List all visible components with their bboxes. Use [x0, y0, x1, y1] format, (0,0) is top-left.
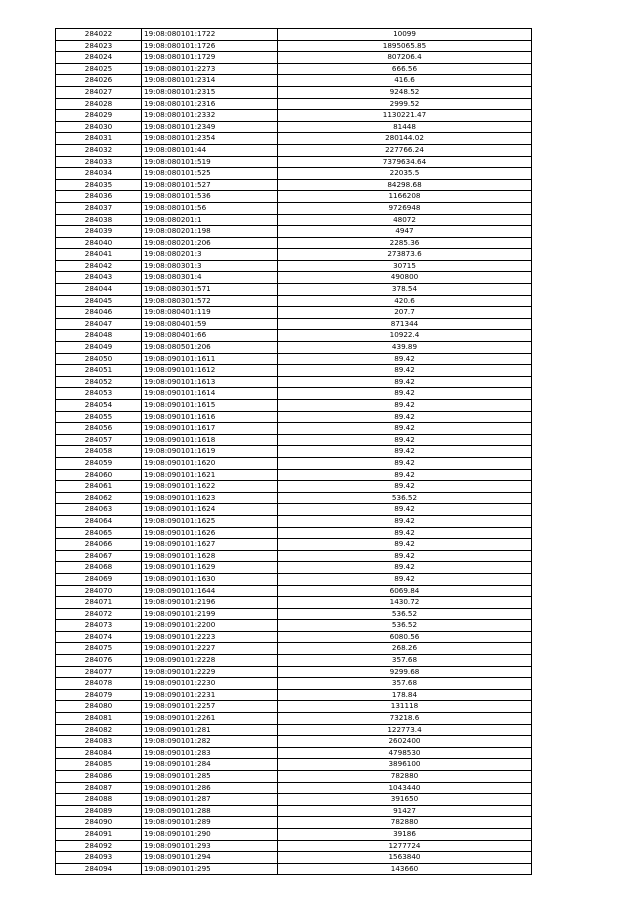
table-row: [56, 655, 532, 667]
row-index-cell: 284045: [56, 295, 142, 307]
cadastral-value-table: [55, 28, 532, 875]
table-row: [56, 214, 532, 226]
table-row: [56, 840, 532, 852]
table-row: [56, 260, 532, 272]
cadastral-number-cell: 19:08:080101:519: [142, 156, 278, 168]
row-index-cell: 284037: [56, 202, 142, 214]
value-cell: 1043440: [278, 782, 532, 794]
row-index-cell: 284038: [56, 214, 142, 226]
value-cell: 2602400: [278, 736, 532, 748]
table-row: [56, 191, 532, 203]
cadastral-number-cell: 19:08:090101:2196: [142, 597, 278, 609]
cadastral-number-cell: 19:08:090101:1627: [142, 539, 278, 551]
value-cell: 536.52: [278, 620, 532, 632]
table-row: [56, 724, 532, 736]
value-cell: 89.42: [278, 423, 532, 435]
table-row: [56, 226, 532, 238]
table-row: [56, 307, 532, 319]
table-row: [56, 388, 532, 400]
table-row: [56, 573, 532, 585]
cadastral-number-cell: 19:08:080101:2314: [142, 75, 278, 87]
row-index-cell: 284079: [56, 689, 142, 701]
cadastral-number-cell: 19:08:080101:1726: [142, 40, 278, 52]
table-row: [56, 63, 532, 75]
value-cell: 490800: [278, 272, 532, 284]
cadastral-number-cell: 19:08:090101:284: [142, 759, 278, 771]
value-cell: 1130221.47: [278, 110, 532, 122]
table-row: [56, 156, 532, 168]
table-row: [56, 817, 532, 829]
row-index-cell: 284063: [56, 504, 142, 516]
row-index-cell: 284081: [56, 713, 142, 725]
table-row: [56, 620, 532, 632]
row-index-cell: 284041: [56, 249, 142, 261]
table-row: [56, 782, 532, 794]
table-row: [56, 492, 532, 504]
table-row: [56, 863, 532, 875]
cadastral-number-cell: 19:08:090101:290: [142, 828, 278, 840]
value-cell: 536.52: [278, 492, 532, 504]
row-index-cell: 284062: [56, 492, 142, 504]
value-cell: 10099: [278, 29, 532, 41]
table-row: [56, 446, 532, 458]
table-row: [56, 40, 532, 52]
row-index-cell: 284029: [56, 110, 142, 122]
table-row: [56, 805, 532, 817]
table-row: [56, 29, 532, 41]
row-index-cell: 284091: [56, 828, 142, 840]
value-cell: 48072: [278, 214, 532, 226]
row-index-cell: 284093: [56, 852, 142, 864]
value-cell: 357.68: [278, 655, 532, 667]
cadastral-number-cell: 19:08:080301:571: [142, 284, 278, 296]
table-row: [56, 86, 532, 98]
cadastral-number-cell: 19:08:080201:1: [142, 214, 278, 226]
table-row: [56, 828, 532, 840]
value-cell: 89.42: [278, 527, 532, 539]
value-cell: 10922.4: [278, 330, 532, 342]
value-cell: 6069.84: [278, 585, 532, 597]
table-row: [56, 202, 532, 214]
cadastral-number-cell: 19:08:090101:285: [142, 771, 278, 783]
value-cell: 378.54: [278, 284, 532, 296]
table-row: [56, 562, 532, 574]
row-index-cell: 284070: [56, 585, 142, 597]
row-index-cell: 284030: [56, 121, 142, 133]
cadastral-number-cell: 19:08:090101:1621: [142, 469, 278, 481]
cadastral-number-cell: 19:08:090101:1617: [142, 423, 278, 435]
table-row: [56, 318, 532, 330]
row-index-cell: 284046: [56, 307, 142, 319]
table-row: [56, 52, 532, 64]
cadastral-number-cell: 19:08:090101:2227: [142, 643, 278, 655]
table-row: [56, 585, 532, 597]
cadastral-number-cell: 19:08:090101:287: [142, 794, 278, 806]
row-index-cell: 284053: [56, 388, 142, 400]
value-cell: 178.84: [278, 689, 532, 701]
table-row: [56, 469, 532, 481]
value-cell: 871344: [278, 318, 532, 330]
cadastral-number-cell: 19:08:090101:1618: [142, 434, 278, 446]
value-cell: 39186: [278, 828, 532, 840]
value-cell: 227766.24: [278, 144, 532, 156]
row-index-cell: 284026: [56, 75, 142, 87]
table-row: [56, 121, 532, 133]
table-row: [56, 133, 532, 145]
table-row: [56, 249, 532, 261]
value-cell: 420.6: [278, 295, 532, 307]
cadastral-number-cell: 19:08:090101:2257: [142, 701, 278, 713]
table-body: [56, 29, 532, 875]
table-row: [56, 411, 532, 423]
row-index-cell: 284066: [56, 539, 142, 551]
cadastral-number-cell: 19:08:090101:2230: [142, 678, 278, 690]
value-cell: 89.42: [278, 515, 532, 527]
row-index-cell: 284082: [56, 724, 142, 736]
table-row: [56, 643, 532, 655]
table-row: [56, 597, 532, 609]
cadastral-number-cell: 19:08:080101:2316: [142, 98, 278, 110]
row-index-cell: 284075: [56, 643, 142, 655]
row-index-cell: 284028: [56, 98, 142, 110]
value-cell: 807206.4: [278, 52, 532, 64]
value-cell: 357.68: [278, 678, 532, 690]
cadastral-number-cell: 19:08:090101:295: [142, 863, 278, 875]
table-row: [56, 747, 532, 759]
value-cell: 84298.68: [278, 179, 532, 191]
row-index-cell: 284084: [56, 747, 142, 759]
row-index-cell: 284036: [56, 191, 142, 203]
value-cell: 4798530: [278, 747, 532, 759]
row-index-cell: 284057: [56, 434, 142, 446]
row-index-cell: 284022: [56, 29, 142, 41]
cadastral-number-cell: 19:08:090101:2228: [142, 655, 278, 667]
cadastral-number-cell: 19:08:080101:2273: [142, 63, 278, 75]
value-cell: 89.42: [278, 388, 532, 400]
cadastral-number-cell: 19:08:080301:3: [142, 260, 278, 272]
cadastral-number-cell: 19:08:080301:4: [142, 272, 278, 284]
table-row: [56, 353, 532, 365]
row-index-cell: 284094: [56, 863, 142, 875]
row-index-cell: 284042: [56, 260, 142, 272]
cadastral-number-cell: 19:08:080201:3: [142, 249, 278, 261]
value-cell: 89.42: [278, 411, 532, 423]
table-row: [56, 515, 532, 527]
row-index-cell: 284047: [56, 318, 142, 330]
table-row: [56, 539, 532, 551]
cadastral-number-cell: 19:08:080401:59: [142, 318, 278, 330]
value-cell: 666.56: [278, 63, 532, 75]
row-index-cell: 284054: [56, 400, 142, 412]
cadastral-number-cell: 19:08:090101:1616: [142, 411, 278, 423]
value-cell: 89.42: [278, 353, 532, 365]
table-row: [56, 631, 532, 643]
cadastral-number-cell: 19:08:090101:1622: [142, 481, 278, 493]
row-index-cell: 284044: [56, 284, 142, 296]
cadastral-number-cell: 19:08:080201:198: [142, 226, 278, 238]
cadastral-number-cell: 19:08:080101:2354: [142, 133, 278, 145]
row-index-cell: 284040: [56, 237, 142, 249]
value-cell: 2285.36: [278, 237, 532, 249]
table-row: [56, 330, 532, 342]
row-index-cell: 284071: [56, 597, 142, 609]
value-cell: 7379634.64: [278, 156, 532, 168]
value-cell: 22035.5: [278, 168, 532, 180]
row-index-cell: 284069: [56, 573, 142, 585]
value-cell: 1430.72: [278, 597, 532, 609]
cadastral-number-cell: 19:08:090101:1628: [142, 550, 278, 562]
table-row: [56, 608, 532, 620]
value-cell: 280144.02: [278, 133, 532, 145]
value-cell: 391650: [278, 794, 532, 806]
table-row: [56, 771, 532, 783]
cadastral-number-cell: 19:08:080101:527: [142, 179, 278, 191]
cadastral-number-cell: 19:08:080201:206: [142, 237, 278, 249]
value-cell: 89.42: [278, 434, 532, 446]
row-index-cell: 284056: [56, 423, 142, 435]
row-index-cell: 284090: [56, 817, 142, 829]
table-row: [56, 365, 532, 377]
cadastral-number-cell: 19:08:090101:289: [142, 817, 278, 829]
row-index-cell: 284027: [56, 86, 142, 98]
value-cell: 73218.6: [278, 713, 532, 725]
cadastral-number-cell: 19:08:090101:2231: [142, 689, 278, 701]
cadastral-number-cell: 19:08:080401:66: [142, 330, 278, 342]
value-cell: 1895065.85: [278, 40, 532, 52]
table-row: [56, 168, 532, 180]
value-cell: 131118: [278, 701, 532, 713]
cadastral-number-cell: 19:08:080101:2315: [142, 86, 278, 98]
cadastral-number-cell: 19:08:090101:294: [142, 852, 278, 864]
value-cell: 89.42: [278, 365, 532, 377]
value-cell: 9726948: [278, 202, 532, 214]
row-index-cell: 284068: [56, 562, 142, 574]
table-row: [56, 736, 532, 748]
row-index-cell: 284031: [56, 133, 142, 145]
value-cell: 782880: [278, 771, 532, 783]
row-index-cell: 284023: [56, 40, 142, 52]
value-cell: 143660: [278, 863, 532, 875]
row-index-cell: 284074: [56, 631, 142, 643]
cadastral-number-cell: 19:08:080101:2332: [142, 110, 278, 122]
row-index-cell: 284087: [56, 782, 142, 794]
row-index-cell: 284060: [56, 469, 142, 481]
row-index-cell: 284064: [56, 515, 142, 527]
cadastral-number-cell: 19:08:080101:1722: [142, 29, 278, 41]
cadastral-number-cell: 19:08:090101:1613: [142, 376, 278, 388]
value-cell: 416.6: [278, 75, 532, 87]
table-row: [56, 179, 532, 191]
cadastral-number-cell: 19:08:090101:2223: [142, 631, 278, 643]
cadastral-number-cell: 19:08:080101:1729: [142, 52, 278, 64]
row-index-cell: 284033: [56, 156, 142, 168]
cadastral-number-cell: 19:08:080401:119: [142, 307, 278, 319]
value-cell: 3896100: [278, 759, 532, 771]
cadastral-number-cell: 19:08:090101:281: [142, 724, 278, 736]
cadastral-number-cell: 19:08:090101:282: [142, 736, 278, 748]
cadastral-number-cell: 19:08:090101:1644: [142, 585, 278, 597]
table-row: [56, 423, 532, 435]
cadastral-number-cell: 19:08:090101:1623: [142, 492, 278, 504]
value-cell: 89.42: [278, 446, 532, 458]
cadastral-number-cell: 19:08:090101:288: [142, 805, 278, 817]
row-index-cell: 284052: [56, 376, 142, 388]
cadastral-number-cell: 19:08:080301:572: [142, 295, 278, 307]
table-row: [56, 75, 532, 87]
row-index-cell: 284055: [56, 411, 142, 423]
table-row: [56, 481, 532, 493]
value-cell: 89.42: [278, 457, 532, 469]
row-index-cell: 284067: [56, 550, 142, 562]
value-cell: 1277724: [278, 840, 532, 852]
table-row: [56, 678, 532, 690]
table-row: [56, 504, 532, 516]
cadastral-number-cell: 19:08:090101:2200: [142, 620, 278, 632]
table-row: [56, 110, 532, 122]
row-index-cell: 284059: [56, 457, 142, 469]
cadastral-number-cell: 19:08:080101:525: [142, 168, 278, 180]
cadastral-number-cell: 19:08:080501:206: [142, 342, 278, 354]
value-cell: 207.7: [278, 307, 532, 319]
cadastral-number-cell: 19:08:080101:536: [142, 191, 278, 203]
table-row: [56, 98, 532, 110]
value-cell: 89.42: [278, 539, 532, 551]
value-cell: 9299.68: [278, 666, 532, 678]
row-index-cell: 284061: [56, 481, 142, 493]
value-cell: 9248.52: [278, 86, 532, 98]
value-cell: 1166208: [278, 191, 532, 203]
row-index-cell: 284092: [56, 840, 142, 852]
table-row: [56, 701, 532, 713]
table-row: [56, 713, 532, 725]
table-row: [56, 295, 532, 307]
value-cell: 89.42: [278, 481, 532, 493]
value-cell: 122773.4: [278, 724, 532, 736]
value-cell: 273873.6: [278, 249, 532, 261]
row-index-cell: 284072: [56, 608, 142, 620]
value-cell: 782880: [278, 817, 532, 829]
row-index-cell: 284058: [56, 446, 142, 458]
cadastral-number-cell: 19:08:090101:293: [142, 840, 278, 852]
value-cell: 89.42: [278, 376, 532, 388]
value-cell: 89.42: [278, 550, 532, 562]
cadastral-number-cell: 19:08:090101:1620: [142, 457, 278, 469]
value-cell: 89.42: [278, 400, 532, 412]
row-index-cell: 284035: [56, 179, 142, 191]
table-row: [56, 666, 532, 678]
table-row: [56, 434, 532, 446]
cadastral-number-cell: 19:08:090101:1615: [142, 400, 278, 412]
cadastral-number-cell: 19:08:090101:2261: [142, 713, 278, 725]
row-index-cell: 284043: [56, 272, 142, 284]
row-index-cell: 284080: [56, 701, 142, 713]
table-row: [56, 550, 532, 562]
value-cell: 81448: [278, 121, 532, 133]
value-cell: 89.42: [278, 573, 532, 585]
row-index-cell: 284086: [56, 771, 142, 783]
value-cell: 6080.56: [278, 631, 532, 643]
table-row: [56, 852, 532, 864]
table-row: [56, 527, 532, 539]
table-row: [56, 457, 532, 469]
row-index-cell: 284051: [56, 365, 142, 377]
row-index-cell: 284073: [56, 620, 142, 632]
table-row: [56, 272, 532, 284]
cadastral-number-cell: 19:08:080101:56: [142, 202, 278, 214]
cadastral-number-cell: 19:08:090101:286: [142, 782, 278, 794]
table-row: [56, 400, 532, 412]
value-cell: 536.52: [278, 608, 532, 620]
cadastral-number-cell: 19:08:090101:283: [142, 747, 278, 759]
row-index-cell: 284088: [56, 794, 142, 806]
row-index-cell: 284032: [56, 144, 142, 156]
cadastral-number-cell: 19:08:090101:1619: [142, 446, 278, 458]
table-row: [56, 376, 532, 388]
table-row: [56, 689, 532, 701]
table-row: [56, 284, 532, 296]
table-row: [56, 237, 532, 249]
value-cell: 89.42: [278, 504, 532, 516]
row-index-cell: 284085: [56, 759, 142, 771]
row-index-cell: 284089: [56, 805, 142, 817]
cadastral-number-cell: 19:08:090101:1630: [142, 573, 278, 585]
value-cell: 4947: [278, 226, 532, 238]
cadastral-number-cell: 19:08:080101:2349: [142, 121, 278, 133]
cadastral-number-cell: 19:08:090101:1614: [142, 388, 278, 400]
value-cell: 89.42: [278, 562, 532, 574]
value-cell: 2999.52: [278, 98, 532, 110]
row-index-cell: 284078: [56, 678, 142, 690]
value-cell: 268.26: [278, 643, 532, 655]
cadastral-number-cell: 19:08:090101:2229: [142, 666, 278, 678]
cadastral-number-cell: 19:08:090101:2199: [142, 608, 278, 620]
table-row: [56, 144, 532, 156]
cadastral-number-cell: 19:08:090101:1625: [142, 515, 278, 527]
value-cell: 89.42: [278, 469, 532, 481]
row-index-cell: 284024: [56, 52, 142, 64]
row-index-cell: 284083: [56, 736, 142, 748]
value-cell: 30715: [278, 260, 532, 272]
cadastral-number-cell: 19:08:080101:44: [142, 144, 278, 156]
row-index-cell: 284077: [56, 666, 142, 678]
table-row: [56, 794, 532, 806]
cadastral-number-cell: 19:08:090101:1612: [142, 365, 278, 377]
row-index-cell: 284050: [56, 353, 142, 365]
row-index-cell: 284034: [56, 168, 142, 180]
cadastral-number-cell: 19:08:090101:1611: [142, 353, 278, 365]
table-row: [56, 759, 532, 771]
row-index-cell: 284049: [56, 342, 142, 354]
value-cell: 1563840: [278, 852, 532, 864]
row-index-cell: 284039: [56, 226, 142, 238]
cadastral-number-cell: 19:08:090101:1629: [142, 562, 278, 574]
row-index-cell: 284065: [56, 527, 142, 539]
row-index-cell: 284048: [56, 330, 142, 342]
cadastral-number-cell: 19:08:090101:1626: [142, 527, 278, 539]
table-row: [56, 342, 532, 354]
value-cell: 91427: [278, 805, 532, 817]
row-index-cell: 284076: [56, 655, 142, 667]
cadastral-number-cell: 19:08:090101:1624: [142, 504, 278, 516]
value-cell: 439.89: [278, 342, 532, 354]
row-index-cell: 284025: [56, 63, 142, 75]
